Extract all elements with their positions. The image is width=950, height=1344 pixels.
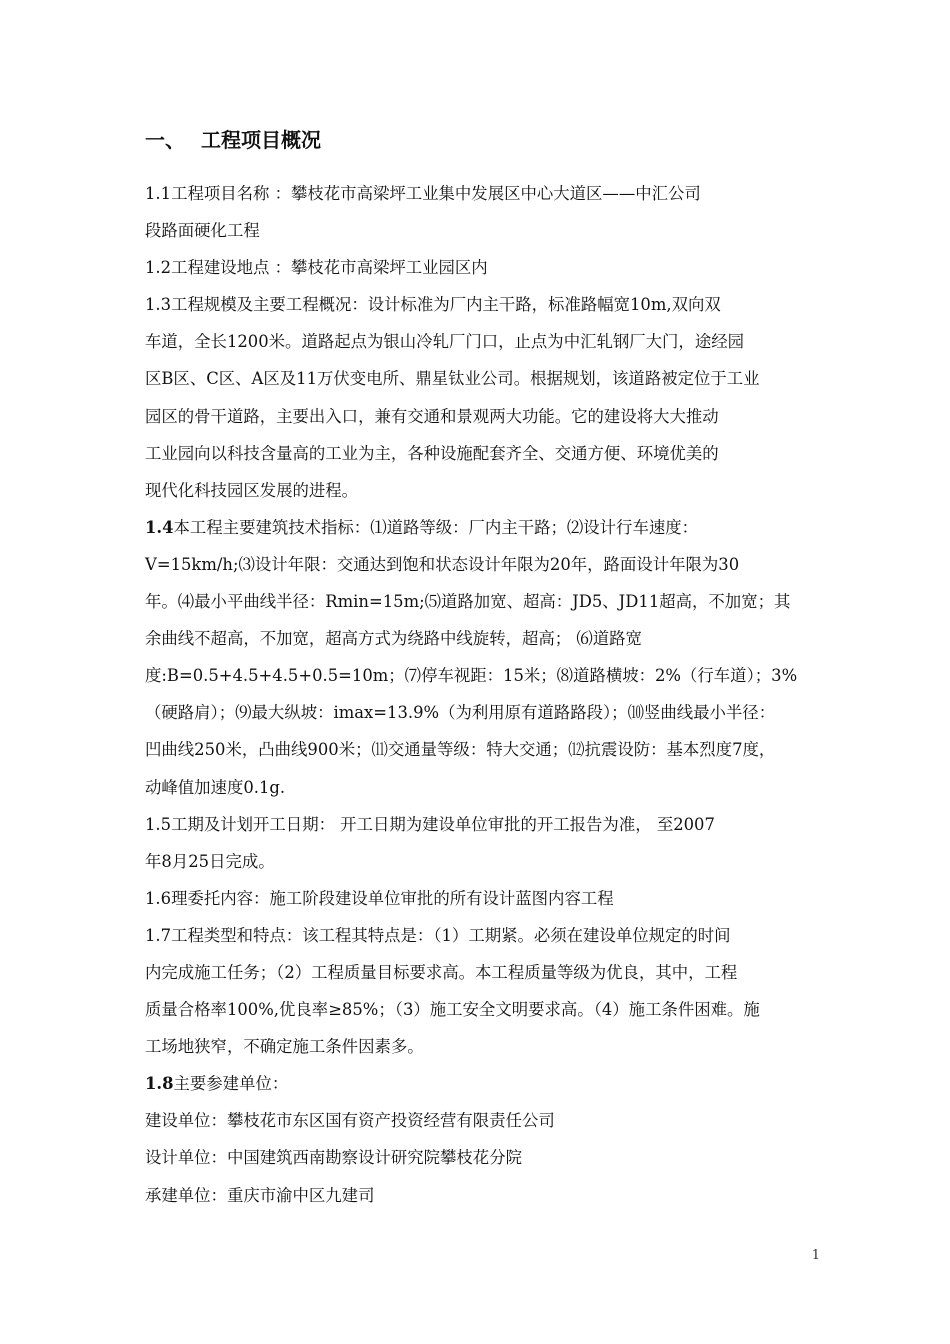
paragraph-line: 园区的骨干道路，主要出入口，兼有交通和景观两大功能。它的建设将大大推动 [145, 406, 719, 426]
paragraph-line: 度:B=0.5+4.5+4.5+0.5=10m；⑺停车视距：15米；⑻道路横坡：2%（行车道）；3% [145, 666, 798, 686]
section-title: 工程项目概况 [201, 128, 321, 152]
subsection-number: 1.8 [145, 1074, 174, 1094]
paragraph-line: 1.6理委托内容：施工阶段建设单位审批的所有设计蓝图内容工程 [145, 888, 614, 908]
paragraph-line: 质量合格率100%,优良率≥85%；（3）施工安全文明要求高。（4）施工条件困难。施 [145, 1000, 760, 1020]
page-number: 1 [811, 1248, 820, 1263]
paragraph-line: 年。⑷最小平曲线半径：Rmin=15m;⑸道路加宽、超高：JD5、JD11超高，不加宽；其 [145, 592, 791, 612]
paragraph-line: 1.3工程规模及主要工程概况：设计标准为厂内主干路，标准路幅宽10m,双向双 [145, 295, 721, 315]
paragraph-line: 1.5工期及计划开工日期： 开工日期为建设单位审批的开工报告为准， 至2007 [145, 814, 715, 834]
paragraph-line: 凹曲线250米，凸曲线900米；⑾交通量等级：特大交通；⑿抗震设防：基本烈度7度， [145, 740, 776, 760]
body-text [145, 175, 815, 1214]
paragraph-line: 承建单位：重庆市渝中区九建司 [145, 1185, 375, 1205]
paragraph-line: 区B区、C区、A区及11万伏变电所、鼎星钛业公司。根据规划，该道路被定位于工业 [145, 369, 760, 389]
paragraph-line: 设计单位：中国建筑西南勘察设计研究院攀枝花分院 [145, 1148, 522, 1168]
section-number: 一、 [145, 128, 185, 152]
paragraph-line: 建设单位：攀枝花市东区国有资产投资经营有限责任公司 [145, 1111, 555, 1131]
paragraph-line: 工业园向以科技含量高的工业为主，各种设施配套齐全、交通方便、环境优美的 [145, 443, 719, 463]
paragraph-line: 1.2工程建设地点 ：攀枝花市高梁坪工业园区内 [145, 258, 488, 278]
paragraph-line: 1.7工程类型和特点：该工程其特点是：（1）工期紧。必须在建设单位规定的时间 [145, 925, 731, 945]
paragraph-line: 内完成施工任务；（2）工程质量目标要求高。本工程质量等级为优良，其中，工程 [145, 962, 738, 982]
subsection-number: 1.4 [145, 517, 174, 537]
paragraph-line: 车道，全长1200米。道路起点为银山冷轧厂门口，止点为中汇轧钢厂大门，途经园 [145, 332, 744, 352]
paragraph-line: 余曲线不超高，不加宽，超高方式为绕路中线旋转，超高； ⑹道路宽 [145, 629, 642, 649]
paragraph-line: 1.1工程项目名称 ：攀枝花市高梁坪工业集中发展区中心大道区——中汇公司 [145, 184, 701, 203]
paragraph-line: 动峰值加速度0.1g. [145, 777, 286, 797]
paragraph-line: 1.4本工程主要建筑技术指标：⑴道路等级：厂内主干路；⑵设计行车速度： [145, 517, 699, 537]
paragraph-line: 年8月25日完成。 [145, 851, 275, 871]
paragraph-line: 1.8主要参建单位： [145, 1074, 289, 1094]
paragraph-line: 段路面硬化工程 [145, 221, 260, 241]
paragraph-line: V=15km/h;⑶设计年限：交通达到饱和状态设计年限为20年，路面设计年限为30 [145, 554, 740, 574]
paragraph-line: （硬路肩）；⑼最大纵坡：imax=13.9%（为利用原有道路路段）；⑽竖曲线最小半径： [145, 703, 776, 723]
paragraph-line: 现代化科技园区发展的进程。 [145, 480, 359, 500]
section-heading [145, 124, 321, 153]
paragraph-line: 工场地狭窄，不确定施工条件因素多。 [145, 1037, 424, 1057]
